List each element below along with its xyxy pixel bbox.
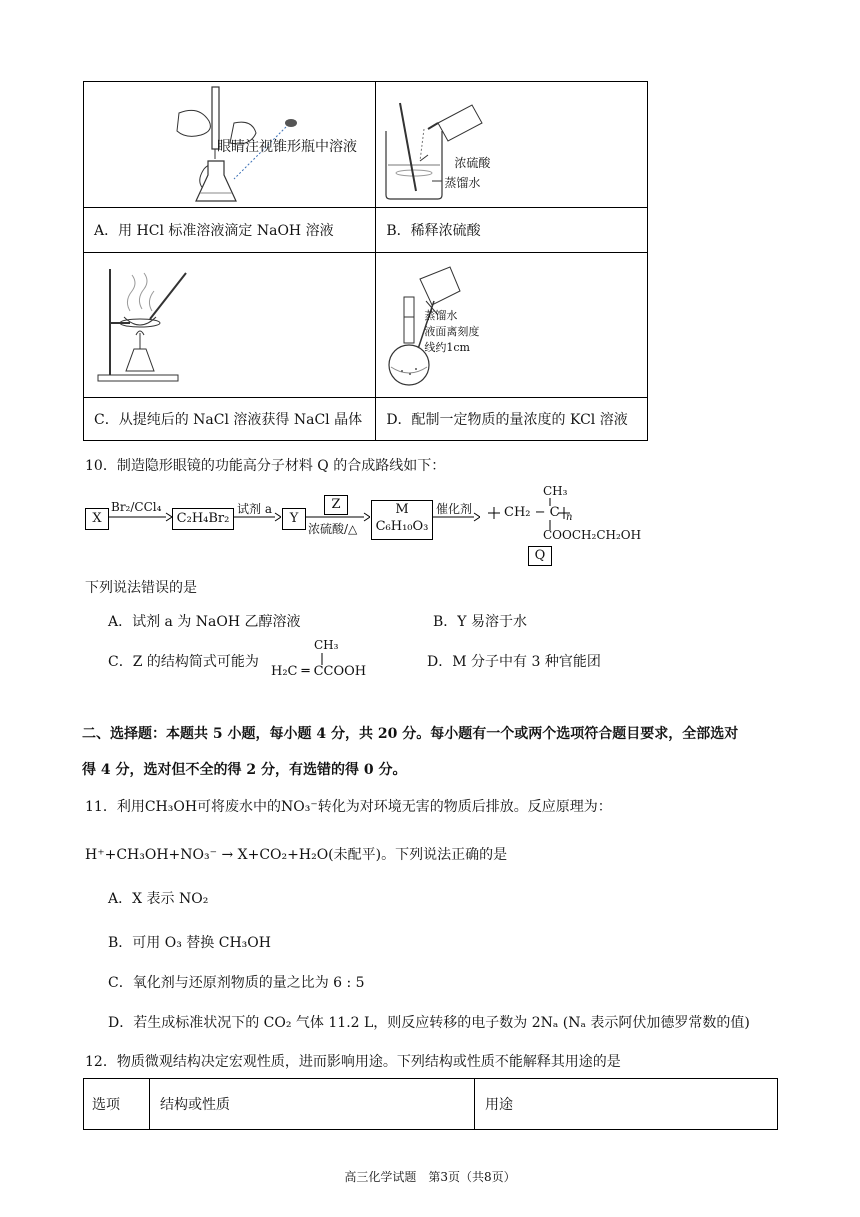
q10-option-c-prefix: C．Z 的结构简式可能为 — [108, 654, 259, 670]
apparatus-d-cell — [376, 253, 648, 398]
volumetric-flask-illustration — [376, 253, 646, 397]
q-ester: COOCH₂CH₂OH — [543, 528, 642, 542]
label-d-distilled-water: 蒸馏水 — [424, 309, 458, 322]
route-cond3: 浓硫酸/△ — [308, 522, 358, 536]
route-reagent2: 试剂 a — [237, 502, 272, 516]
apparatus-a-cell — [84, 82, 376, 208]
q11-option-d: D．若生成标准状况下的 CO₂ 气体 11.2 L，则反应转移的电子数为 2Nₐ (Nₐ 表示阿伏加德罗常数的值) — [108, 1015, 750, 1031]
label-concentrated-sulfuric-acid: 浓硫酸 — [454, 156, 491, 170]
label-distilled-water: 蒸馏水 — [444, 176, 481, 190]
q11-stem: 11．利用CH₃OH可将废水中的NO₃⁻转化为对环境无害的物质后排放。反应原理为： — [85, 799, 612, 815]
section2-heading-line1: 二、选择题：本题共 5 小题，每小题 4 分，共 20 分。每小题有一个或两个选项符合题目要求，全部选对 — [82, 726, 739, 742]
q12-stem: 12．物质微观结构决定宏观性质，进而影响用途。下列结构或性质不能解释其用途的是 — [85, 1054, 621, 1070]
route-reagent4: 催化剂 — [436, 502, 473, 516]
q-methyl: CH₃ — [543, 484, 568, 498]
apparatus-table — [83, 81, 648, 441]
route-m-formula: C₆H₁₀O₃ — [375, 519, 429, 534]
route-int1-box: C₂H₄Br₂ — [172, 508, 234, 530]
caption-d: D．配制一定物质的量浓度的 KCl 溶液 — [376, 398, 648, 441]
label-d-line-1cm: 线约1cm — [424, 341, 470, 354]
q-label-box: Q — [528, 546, 552, 566]
q12-table — [83, 1078, 778, 1130]
q-backbone: CH₂ − C — [504, 505, 560, 520]
section2-heading-line2: 得 4 分，选对但不全的得 2 分，有选错的得 0 分。 — [82, 762, 407, 778]
q10-option-a: A．试剂 a 为 NaOH 乙醇溶液 — [108, 614, 301, 630]
caption-b: B．稀释浓硫酸 — [376, 208, 648, 253]
q10-option-c-formula: H₂C ═ CCOOH — [271, 664, 367, 679]
route-arrow-4 — [432, 512, 480, 522]
q11-option-c: C．氧化剂与还原剂物质的量之比为 6 : 5 — [108, 975, 365, 991]
q10-option-d: D．M 分子中有 3 种官能团 — [427, 654, 601, 670]
q11-option-a: A．X 表示 NO₂ — [108, 891, 209, 907]
label-d-liquid-level: 液面离刻度 — [424, 325, 480, 338]
dilution-illustration — [376, 83, 646, 207]
caption-a: A．用 HCl 标准溶液滴定 NaOH 溶液 — [84, 208, 376, 253]
route-m-box — [371, 500, 433, 540]
q12-header-structure: 结构或性质 — [150, 1079, 475, 1130]
q10-stem: 10．制造隐形眼镜的功能高分子材料 Q 的合成路线如下： — [85, 458, 446, 474]
q12-header-option: 选项 — [84, 1079, 150, 1130]
q12-header-use: 用途 — [475, 1079, 778, 1130]
q11-option-b: B．可用 O₃ 替换 CH₃OH — [108, 935, 271, 951]
evaporation-illustration — [84, 253, 374, 397]
route-y-box: Y — [282, 508, 306, 530]
route-z-box: Z — [324, 495, 348, 515]
route-m-name: M — [395, 502, 409, 517]
apparatus-b-cell — [376, 82, 648, 208]
route-arrow-2 — [233, 512, 281, 522]
q11-equation: H⁺+CH₃OH+NO₃⁻ → X+CO₂+H₂O(未配平)。下列说法正确的是 — [85, 847, 508, 863]
route-reagent1: Br₂/CCl₄ — [111, 500, 162, 514]
q10-prompt: 下列说法错误的是 — [85, 580, 197, 596]
q10-option-b: B．Y 易溶于水 — [433, 614, 527, 630]
apparatus-c-cell — [84, 253, 376, 398]
q10-option-c-methyl: CH₃ — [314, 638, 339, 652]
route-arrow-1 — [108, 512, 172, 522]
caption-c: C．从提纯后的 NaCl 溶液获得 NaCl 晶体 — [84, 398, 376, 441]
q-subscript-n: n — [566, 512, 573, 523]
page-footer: 高三化学试题 第3页（共8页） — [344, 1170, 516, 1184]
apparatus-a-annotation: 眼睛注视锥形瓶中溶液 — [217, 139, 357, 155]
route-x-box: X — [85, 508, 109, 530]
